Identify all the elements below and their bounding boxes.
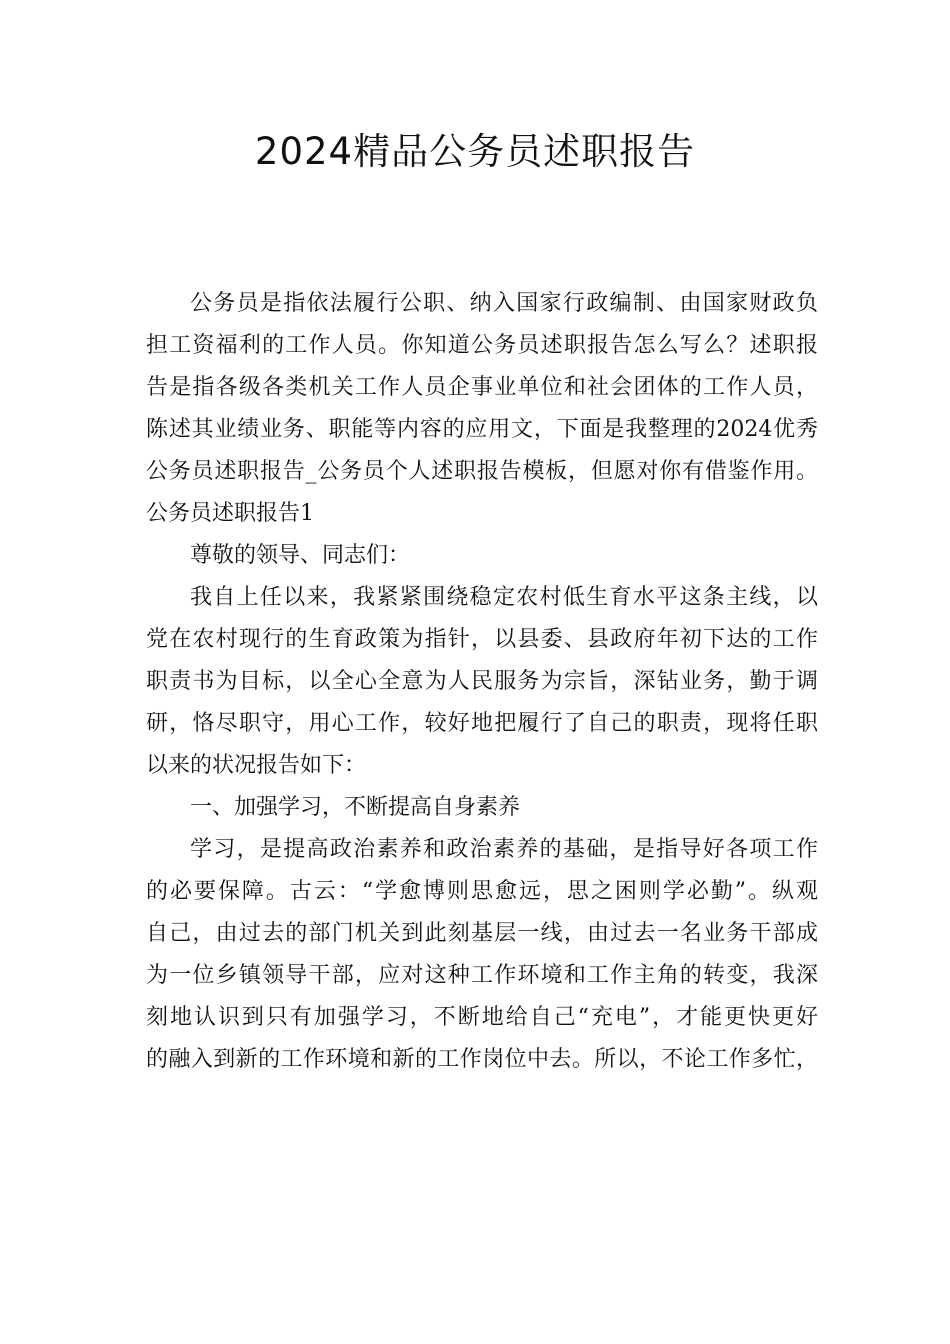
paragraph-line: 我自上任以来，我紧紧围绕稳定农村低生育水平这条主线，以 xyxy=(190,585,818,610)
paragraph-line: 公务员是指依法履行公职、纳入国家行政编制、由国家财政负 xyxy=(190,291,818,316)
salutation-line: 尊敬的领导、同志们： xyxy=(190,543,411,568)
paragraph-line: 公务员述职报告_公务员个人述职报告模板，但愿对你有借鉴作用。 xyxy=(146,459,818,484)
paragraph-line: 刻地认识到只有加强学习，不断地给自己“充电”，才能更快更好 xyxy=(146,1005,818,1030)
paragraph-line: 为一位乡镇领导干部，应对这种工作环境和工作主角的转变，我深 xyxy=(146,963,818,988)
paragraph-line: 担工资福利的工作人员。你知道公务员述职报告怎么写么？述职报 xyxy=(146,333,818,358)
paragraph-line: 的必要保障。古云：“学愈博则思愈远，思之困则学必勤”。纵观 xyxy=(146,879,818,904)
paragraph-line: 告是指各级各类机关工作人员企事业单位和社会团体的工作人员， xyxy=(146,375,818,400)
subsection-heading: 一、加强学习，不断提高自身素养 xyxy=(190,795,521,820)
paragraph-line: 党在农村现行的生育政策为指针，以县委、县政府年初下达的工作 xyxy=(146,627,818,652)
paragraph-line: 以来的状况报告如下： xyxy=(146,753,367,778)
paragraph-line: 的融入到新的工作环境和新的工作岗位中去。所以，不论工作多忙， xyxy=(146,1047,818,1072)
paragraph-line: 陈述其业绩业务、职能等内容的应用文，下面是我整理的2024优秀 xyxy=(146,417,818,442)
paragraph-line: 职责书为目标，以全心全意为人民服务为宗旨，深钻业务，勤于调 xyxy=(146,669,818,694)
paragraph-line: 自己，由过去的部门机关到此刻基层一线，由过去一名业务干部成 xyxy=(146,921,818,946)
paragraph-line: 研，恪尽职守，用心工作，较好地把履行了自己的职责，现将任职 xyxy=(146,711,818,736)
document-body xyxy=(146,283,818,1081)
document-title: 2024精品公务员述职报告 xyxy=(254,130,696,173)
section-heading: 公务员述职报告1 xyxy=(146,501,314,526)
paragraph-line: 学习，是提高政治素养和政治素养的基础，是指导好各项工作 xyxy=(190,837,818,862)
